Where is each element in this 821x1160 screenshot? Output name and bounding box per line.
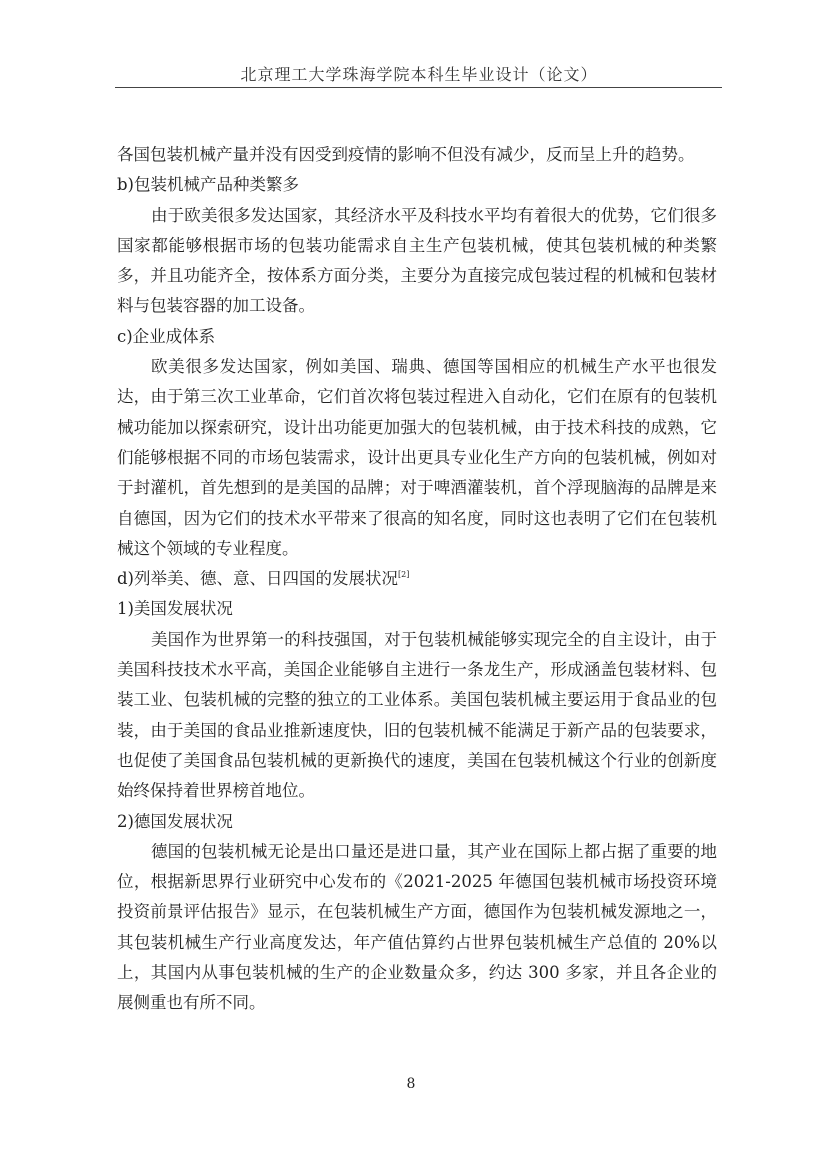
line-text: 展侧重也有所不同。 (117, 993, 266, 1013)
text-line (117, 352, 717, 382)
line-text: 各国包装机械产量并没有因受到疫情的影响不但没有减少，反而呈上升的趋势。 (117, 145, 695, 164)
line-text: 国家都能够根据市场的包装功能需求自主生产包装机械，使其包装机械的种类繁 (117, 235, 717, 255)
running-header: 北京理工大学珠海学院本科生毕业设计（论文） (240, 65, 598, 84)
line-text: 由于欧美很多发达国家，其经济水平及科技水平均有着很大的优势，它们很多 (151, 205, 717, 225)
section-heading (117, 807, 717, 837)
line-text: 装工业、包装机械的完整的独立的工业体系。美国包装机械主要运用于食品业的包 (117, 690, 717, 710)
line-text: 械这个领域的专业程度。 (117, 538, 299, 558)
text-line (117, 231, 717, 261)
text-line (117, 716, 717, 746)
line-text: 上，其国内从事包装机械的生产的企业数量众多，约达 300 多家，并且各企业的 (117, 963, 717, 983)
section-heading (117, 594, 717, 624)
text-line (117, 746, 717, 776)
line-text: c)企业成体系 (117, 326, 216, 346)
text-line (117, 291, 717, 321)
text-line (117, 261, 717, 291)
line-text: 其包装机械生产行业高度发达，年产值估算约占世界包装机械生产总值的 20%以 (117, 932, 717, 952)
page-number: 8 (406, 1076, 416, 1092)
line-text: 2)德国发展状况 (117, 811, 233, 831)
section-heading (117, 564, 717, 594)
text-line (117, 443, 717, 473)
text-line (117, 413, 717, 443)
header-rule (115, 87, 722, 88)
text-line (117, 685, 717, 715)
line-text: 多，并且功能齐全，按体系方面分类，主要分为直接完成包装过程的机械和包装材 (117, 266, 717, 286)
line-text: 始终保持着世界榜首地位。 (117, 781, 315, 801)
section-heading (117, 322, 717, 352)
text-line (117, 655, 717, 685)
line-text: b)包装机械产品种类繁多 (117, 175, 299, 195)
body-text (117, 140, 717, 1019)
line-text: 位，根据新思界行业研究中心发布的《2021-2025 年德国包装机械市场投资环境 (117, 872, 717, 892)
text-line (117, 625, 717, 655)
line-text: 械功能加以探索研究，设计出功能更加强大的包装机械，由于技术科技的成熟，它 (117, 417, 717, 437)
line-text: 美国作为世界第一的科技强国，对于包装机械能够实现完全的自主设计，由于 (151, 629, 717, 649)
line-text: 料与包装容器的加工设备。 (117, 296, 315, 316)
text-line (117, 473, 717, 503)
text-line (117, 534, 717, 564)
line-text: 于封灌机，首先想到的是美国的品牌；对于啤酒灌装机，首个浮现脑海的品牌是来 (117, 478, 717, 498)
line-text: 德国的包装机械无论是出口量还是进口量，其产业在国际上都占据了重要的地 (151, 841, 717, 861)
text-line (117, 201, 717, 231)
line-text: d)列举美、德、意、日四国的发展状况 (117, 569, 398, 589)
text-line (117, 837, 717, 867)
text-line (117, 988, 717, 1018)
text-line (117, 928, 717, 958)
line-text: 1)美国发展状况 (117, 599, 233, 619)
text-line (117, 140, 717, 170)
line-text: 们能够根据不同的市场包装需求，设计出更具专业化生产方向的包装机械，例如对 (117, 447, 717, 467)
citation-marker: [2] (398, 570, 410, 580)
text-line (117, 897, 717, 927)
line-text: 达，由于第三次工业革命，它们首次将包装过程进入自动化，它们在原有的包装机 (117, 387, 717, 407)
line-text: 也促使了美国食品包装机械的更新换代的速度，美国在包装机械这个行业的创新度 (117, 750, 717, 770)
text-line (117, 867, 717, 897)
line-text: 装，由于美国的食品业推新速度快，旧的包装机械不能满足于新产品的包装要求， (117, 720, 717, 740)
text-line (117, 382, 717, 412)
line-text: 自德国，因为它们的技术水平带来了很高的知名度，同时这也表明了它们在包装机 (117, 508, 717, 528)
line-text: 美国科技技术水平高，美国企业能够自主进行一条龙生产，形成涵盖包装材料、包 (117, 660, 717, 680)
text-line (117, 504, 717, 534)
text-line (117, 776, 717, 806)
line-text: 欧美很多发达国家，例如美国、瑞典、德国等国相应的机械生产水平也很发 (151, 357, 717, 377)
text-line (117, 958, 717, 988)
line-text: 投资前景评估报告》显示，在包装机械生产方面，德国作为包装机械发源地之一， (117, 902, 717, 922)
section-heading (117, 170, 717, 200)
